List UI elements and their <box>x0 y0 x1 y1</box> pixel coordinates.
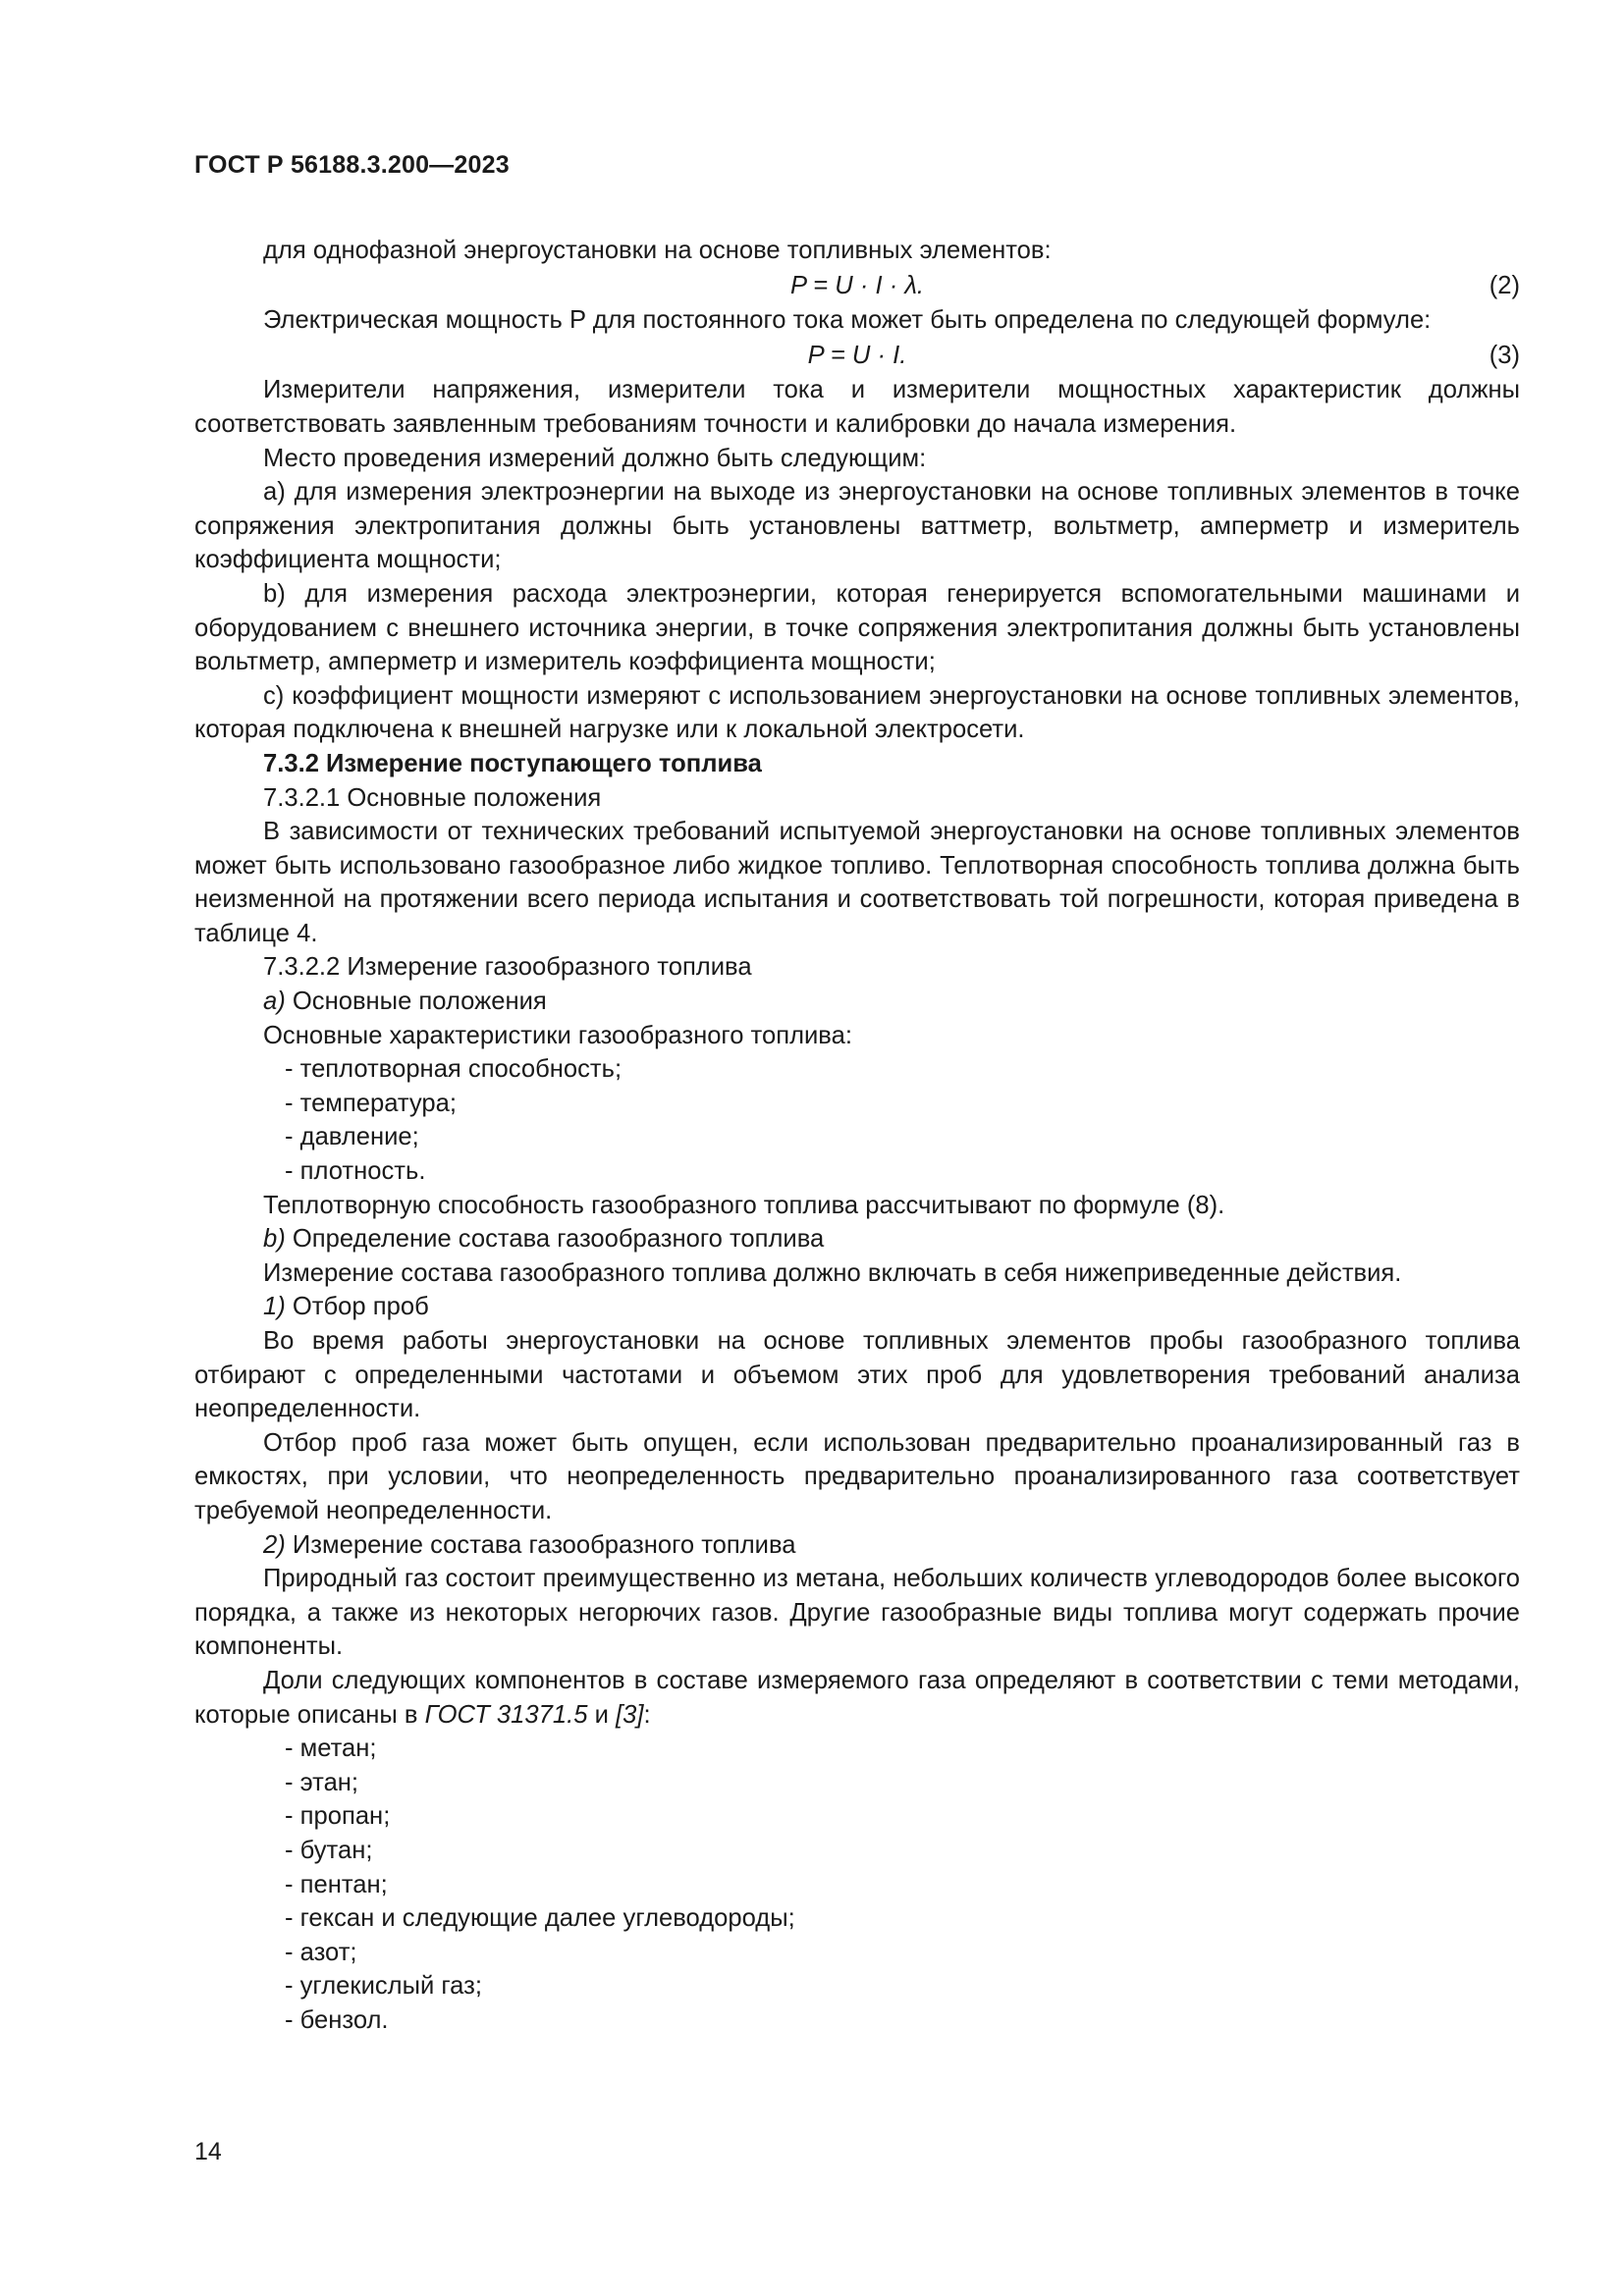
paragraph-dc-power: Электрическая мощность P для постоянного тока может быть определена по следующей формуле: <box>263 306 1432 335</box>
subheading-1-text: Отбор проб <box>285 1293 429 1321</box>
formula-2-expression: P = U · I · λ. <box>789 271 925 299</box>
shares-text-post: : <box>643 1700 651 1729</box>
list-item: - температура; <box>285 1089 457 1117</box>
subheading-b-text: Определение состава газообразного топлива <box>285 1225 825 1254</box>
subheading-2-marker: 2) <box>263 1530 286 1559</box>
formula-2 <box>194 269 1520 303</box>
subheading-b-marker: b) <box>263 1225 286 1254</box>
formula-3-expression: P = U · I. <box>807 341 907 369</box>
list-item: - гексан и следующие далее углеводороды; <box>285 1904 795 1933</box>
subheading-b <box>194 1222 1520 1256</box>
list-item: - бутан; <box>285 1836 373 1864</box>
list-item-a: a) для измерения электроэнергии на выходе из энергоустановки на основе топливных элементов в точке сопряжения электропитания должны быть установлены ваттметр, вольтметр, амперметр и измеритель коэффициента мощности; <box>194 478 1520 574</box>
paragraph-single-phase: для однофазной энергоустановки на основе топливных элементов: <box>263 237 1052 264</box>
formula-3 <box>194 339 1520 373</box>
paragraph-composition: Измерение состава газообразного топлива должно включать в себя нижеприведенные действия. <box>263 1258 1402 1287</box>
subheading-a-text: Основные положения <box>285 988 547 1016</box>
paragraph-sampling: Во время работы энергоустановки на основе топливных элементов пробы газообразного топлива отбирают с определенными частотами и объемом этих проб для удовлетворения требований анализа неопределенности. <box>194 1327 1520 1423</box>
list-item-b: b) для измерения расхода электроэнергии, которая генерируется вспомогательными машинами и оборудованием с внешнего источника энергии, в точке сопряжения электропитания должны быть установлены вольтметр, амперметр и измеритель коэффициента мощности; <box>194 579 1520 676</box>
paragraph-calorific-calc: Теплотворную способность газообразного топлива рассчитывают по формуле (8). <box>263 1191 1225 1219</box>
subheading-a <box>194 985 1520 1019</box>
list-item: - метан; <box>285 1735 377 1763</box>
components-list <box>194 1732 1520 2037</box>
list-item: - пропан; <box>285 1802 391 1831</box>
list-item: - теплотворная способность; <box>285 1055 623 1084</box>
list-item: - пентан; <box>285 1870 388 1898</box>
subheading-1-marker: 1) <box>263 1293 286 1321</box>
characteristics-list <box>194 1052 1520 1188</box>
document-header: ГОСТ Р 56188.3.200—2023 <box>194 151 510 179</box>
subsection-heading-7-3-2-1: 7.3.2.1 Основные положения <box>263 783 602 812</box>
subsection-heading-7-3-2-2: 7.3.2.2 Измерение газообразного топлива <box>263 953 752 982</box>
document-body <box>194 234 1520 2037</box>
document-page <box>194 147 1520 2037</box>
paragraph-measurement-place: Место проведения измерений должно быть следующим: <box>263 444 927 472</box>
list-item: - этан; <box>285 1768 359 1796</box>
paragraph-characteristics: Основные характеристики газообразного топлива: <box>263 1021 852 1049</box>
section-heading-7-3-2: 7.3.2 Измерение поступающего топлива <box>263 749 762 777</box>
paragraph-natural-gas: Природный газ состоит преимущественно из метана, небольших количеств углеводородов более высокого порядка, а также из некоторых негорючих газов. Другие газообразные виды топлива могут содержать прочие компоненты. <box>194 1565 1520 1661</box>
paragraph-component-shares <box>194 1664 1520 1732</box>
subheading-2-text: Измерение состава газообразного топлива <box>285 1530 796 1559</box>
shares-text-pre: Доли следующих компонентов в составе измеряемого газа определяют в соответствии с теми методами, которые описаны в <box>194 1666 1520 1729</box>
paragraph-meters: Измерители напряжения, измерители тока и измерители мощностных характеристик должны соответствовать заявленным требованиям точности и калибровки до начала измерения. <box>194 376 1520 438</box>
list-item: - плотность. <box>285 1157 426 1186</box>
subheading-a-marker: a) <box>263 988 286 1016</box>
list-item: - азот; <box>285 1938 357 1966</box>
list-item: - давление; <box>285 1123 419 1151</box>
formula-3-number: (3) <box>1489 341 1520 369</box>
paragraph-fuel: В зависимости от технических требований испытуемой энергоустановки на основе топливных элементов может быть использовано газообразное либо жидкое топливо. Теплотворная способность топлива должна быть неизменной на протяжении всего периода испытания и соответствовать той погрешности, которая приведена в таблице 4. <box>194 818 1520 947</box>
list-item-c: c) коэффициент мощности измеряют с использованием энергоустановки на основе топливных элементов, которая подключена к внешней нагрузке или к локальной электросети. <box>194 681 1520 744</box>
formula-2-number: (2) <box>1489 271 1520 299</box>
list-item: - бензол. <box>285 2005 389 2034</box>
subheading-1 <box>194 1290 1520 1324</box>
reference-bibliography: [3] <box>615 1700 644 1729</box>
page-number: 14 <box>194 2138 222 2165</box>
paragraph-sampling-omit: Отбор проб газа может быть опущен, если использован предварительно проанализированный газ в емкостях, при условии, что неопределенность предварительно проанализированного газа соответствует требуемой неопределенности. <box>194 1428 1520 1524</box>
subheading-2 <box>194 1528 1520 1563</box>
list-item: - углекислый газ; <box>285 1972 482 2001</box>
reference-gost: ГОСТ 31371.5 <box>424 1700 588 1729</box>
shares-text-mid: и <box>587 1700 616 1729</box>
